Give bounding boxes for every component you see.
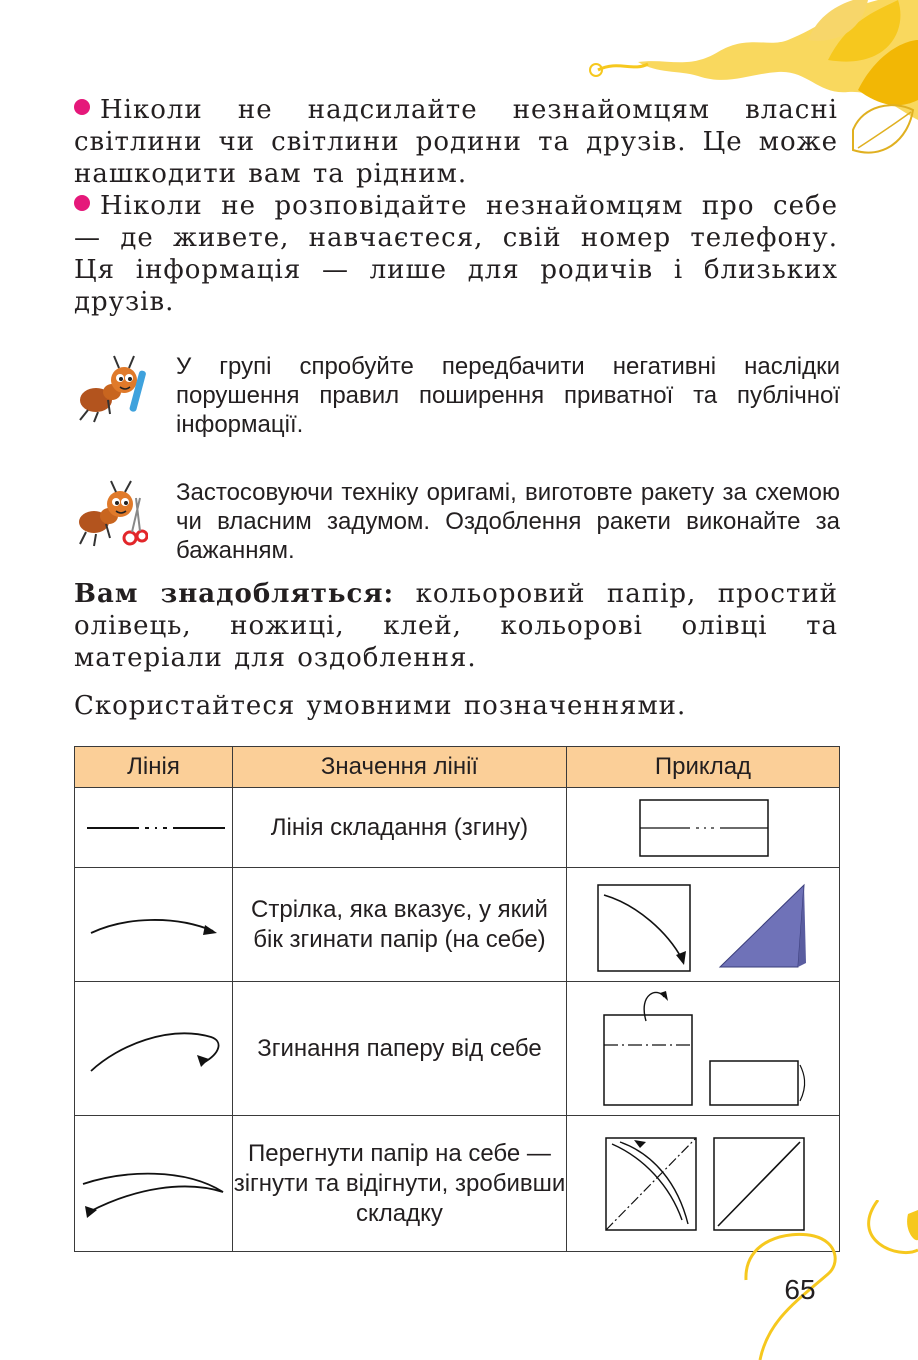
arrow-toward-symbol — [75, 895, 231, 955]
table-row — [75, 1116, 840, 1252]
page-number: 65 — [784, 1274, 816, 1305]
ant-with-scissors-icon — [74, 478, 148, 550]
ant-with-pen-icon — [74, 352, 148, 424]
fold-away-symbol-cell — [75, 982, 233, 1116]
bullet-item: Ніколи не надсилайте незнайомцям власні світлини чи світлини родини та друзів. Це може нашкодити вам та рідним. — [74, 95, 838, 189]
pleat-fold-symbol-cell — [75, 1116, 233, 1252]
table-row — [75, 868, 840, 982]
origami-task — [74, 478, 840, 565]
meaning-cell: Перегнути папір на себе — зігнути та відігнути, зробивши складку — [232, 1116, 566, 1252]
task-text: У групі спробуйте передбачити негативні наслідки порушення правил поширення приватної та публічної інформації. — [176, 353, 840, 438]
arrow-toward-example — [568, 871, 838, 979]
fold-line-symbol — [75, 808, 231, 848]
safety-rules — [74, 94, 838, 318]
legend-intro: Скористайтеся умовними позначеннями. — [74, 691, 687, 721]
bullet-icon — [74, 99, 90, 115]
example-cell — [566, 982, 839, 1116]
table-row — [75, 788, 840, 868]
fold-legend-table — [74, 746, 840, 1252]
task-text: Застосовуючи техніку оригамі, виготовте ракету за схемою чи власним задумом. Оздоблення ракети виконайте за бажанням. — [176, 479, 840, 564]
decorative-swirl-bottom — [728, 1200, 918, 1360]
column-header-example: Приклад — [566, 747, 839, 788]
fold-line-example — [568, 790, 838, 866]
materials-text: кольоровий папір, простий олівець, ножиці, клей, кольорові олівці та матеріали для оздоблення. — [74, 579, 839, 673]
arrow-toward-symbol-cell — [75, 868, 233, 982]
example-cell — [566, 788, 839, 868]
table-header-row — [75, 747, 840, 788]
group-task — [74, 352, 840, 439]
materials-label: Вам знадобляться: — [74, 579, 395, 609]
example-cell — [566, 868, 839, 982]
column-header-meaning: Значення лінії — [232, 747, 566, 788]
meaning-cell: Стрілка, яка вказує, у який бік згинати папір (на себе) — [232, 868, 566, 982]
fold-away-symbol — [75, 1009, 231, 1089]
bullet-icon — [74, 195, 90, 211]
fold-away-example — [568, 985, 838, 1113]
column-header-line: Лінія — [75, 747, 233, 788]
fold-line-symbol-cell — [75, 788, 233, 868]
bullet-item: Ніколи не розповідайте незнайомцям про себе — де живете, навчаєтеся, свій номер телефону. Ця інформація — лише для родичів і близьких друзів. — [74, 191, 838, 317]
meaning-cell: Згинання паперу від себе — [232, 982, 566, 1116]
meaning-cell: Лінія складання (згину) — [232, 788, 566, 868]
materials-paragraph — [74, 578, 838, 674]
pleat-fold-symbol — [75, 1144, 231, 1224]
table-row — [75, 982, 840, 1116]
